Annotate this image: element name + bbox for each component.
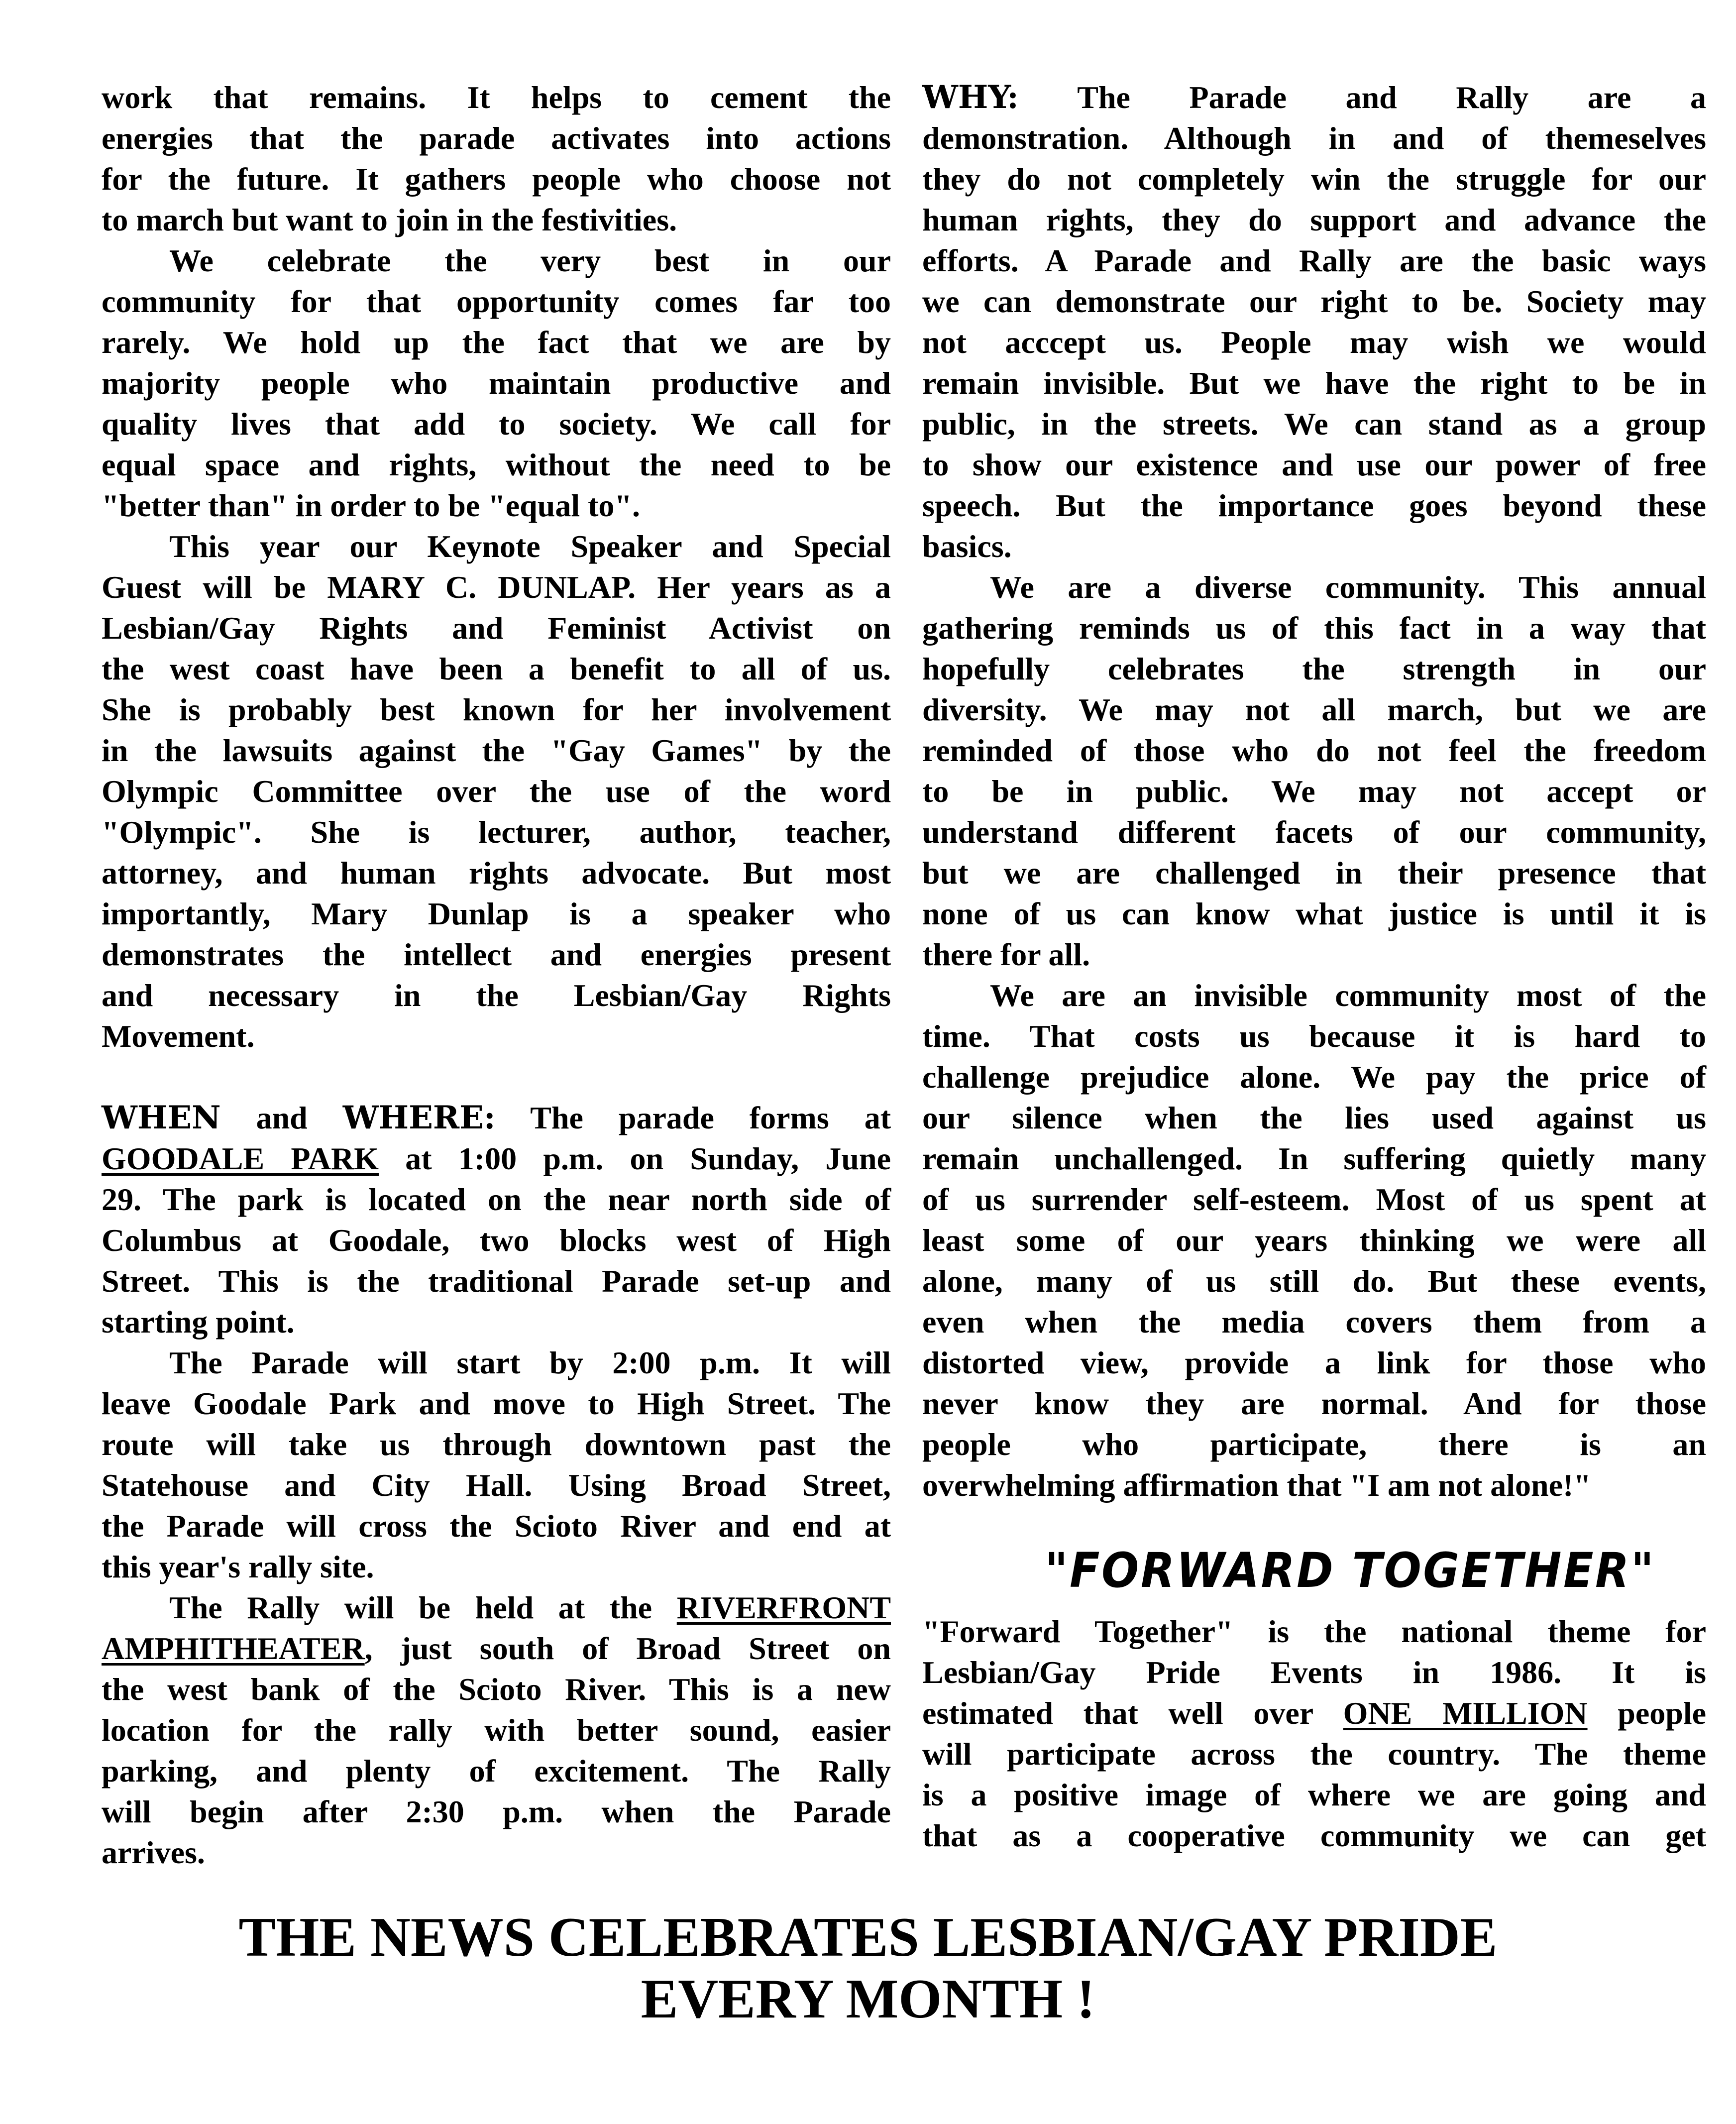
line-text: none of us can know what justice is until it is — [922, 896, 1706, 931]
line-text: overwhelming affirmation that "I am not alone!" — [922, 1467, 1591, 1503]
subheading-text: WHEN — [102, 1099, 221, 1136]
line-text: public, in the streets. We can stand as a group — [922, 406, 1706, 442]
text-line — [102, 649, 891, 689]
line-text: that as a cooperative community we can get — [922, 1818, 1706, 1853]
text-line — [922, 649, 1706, 689]
line-text: parking, and plenty of excitement. The Rally — [102, 1753, 891, 1789]
text-line — [102, 1342, 891, 1383]
text-line — [922, 159, 1706, 200]
text-line — [922, 363, 1706, 404]
line-text: is a positive image of where we are going and — [922, 1777, 1706, 1812]
text-line — [102, 771, 891, 812]
underlined-text: AMPHITHEATER — [102, 1631, 365, 1666]
line-text: of us surrender self-esteem. Most of us spent at — [922, 1182, 1706, 1217]
text-line — [102, 526, 891, 567]
line-text: in the lawsuits against the "Gay Games" by the — [102, 733, 891, 768]
text-line — [922, 853, 1706, 894]
text-line — [922, 1138, 1706, 1179]
line-text: location for the rally with better sound, easier — [102, 1712, 891, 1748]
text-line — [102, 159, 891, 200]
text-line — [922, 975, 1706, 1016]
line-text: time. That costs us because it is hard to — [922, 1018, 1706, 1054]
text-line — [922, 1179, 1706, 1220]
text-line — [102, 1791, 891, 1832]
line-text: Columbus at Goodale, two blocks west of High — [102, 1223, 891, 1258]
text-line — [922, 567, 1706, 608]
text-line — [922, 1465, 1706, 1506]
text-line — [922, 404, 1706, 445]
line-text: work that remains. It helps to cement the — [102, 80, 891, 115]
line-text: route will take us through downtown past the — [102, 1427, 891, 1462]
text-line — [102, 1669, 891, 1710]
text-line — [102, 812, 891, 853]
text-line — [922, 1220, 1706, 1261]
text-line — [102, 200, 891, 240]
line-text: leave Goodale Park and move to High Street. The — [102, 1386, 891, 1421]
line-text: Guest will be MARY C. DUNLAP. Her years as a — [102, 569, 891, 605]
text-line — [922, 608, 1706, 649]
line-text: Olympic Committee over the use of the word — [102, 774, 891, 809]
line-text: there for all. — [922, 937, 1090, 972]
line-text: diversity. We may not all march, but we are — [922, 692, 1706, 727]
line-text: people — [1587, 1695, 1706, 1731]
text-line — [102, 608, 891, 649]
line-text: energies that the parade activates into actions — [102, 120, 891, 156]
text-line — [102, 1016, 891, 1057]
text-line — [922, 1815, 1706, 1856]
text-line — [922, 1383, 1706, 1424]
text-line — [102, 1710, 891, 1751]
text-line — [922, 934, 1706, 975]
text-line — [102, 1628, 891, 1669]
line-text: remain invisible. But we have the right to be in — [922, 365, 1706, 401]
text-line — [102, 730, 891, 771]
line-text: the Parade will cross the Scioto River and end at — [102, 1508, 891, 1544]
text-line — [922, 1693, 1706, 1734]
line-text: arrives. — [102, 1835, 205, 1870]
line-text: The Parade and Rally are a — [1018, 80, 1706, 115]
text-line — [102, 1424, 891, 1465]
line-text: "better than" in order to be "equal to". — [102, 488, 640, 523]
line-text: "Forward Together" is the national theme for — [922, 1614, 1706, 1649]
blank-line — [102, 1057, 891, 1098]
line-text: remain unchallenged. In suffering quietly many — [922, 1141, 1706, 1176]
line-text: human rights, they do support and advance the — [922, 202, 1706, 237]
line-text: reminded of those who do not feel the freedom — [922, 733, 1706, 768]
subheading-text: WHERE: — [342, 1099, 496, 1136]
line-text: and necessary in the Lesbian/Gay Rights — [102, 978, 891, 1013]
line-text: Street. This is the traditional Parade set-up and — [102, 1263, 891, 1299]
line-text: Lesbian/Gay Pride Events in 1986. It is — [922, 1655, 1706, 1690]
text-line — [102, 975, 891, 1016]
text-line — [102, 485, 891, 526]
text-line — [102, 1098, 891, 1138]
banner-line-2: EVERY MONTH ! — [641, 1968, 1095, 2030]
text-line — [102, 1587, 891, 1628]
line-text: hopefully celebrates the strength in our — [922, 651, 1706, 686]
line-text: to march but want to join in the festivities. — [102, 202, 677, 237]
line-text: Movement. — [102, 1018, 255, 1054]
line-text: never know they are normal. And for those — [922, 1386, 1706, 1421]
line-text: demonstration. Although in and of themeselves — [922, 120, 1706, 156]
text-line — [922, 77, 1706, 118]
line-text: basics. — [922, 529, 1012, 564]
line-text: estimated that well over — [922, 1695, 1343, 1731]
underlined-text: GOODALE PARK — [102, 1141, 379, 1176]
text-line — [102, 567, 891, 608]
text-line — [922, 1057, 1706, 1098]
line-text: "Olympic". She is lecturer, author, teacher, — [102, 814, 891, 850]
line-text: Statehouse and City Hall. Using Broad Street, — [102, 1467, 891, 1503]
line-text: efforts. A Parade and Rally are the basic ways — [922, 243, 1706, 278]
line-text: We are an invisible community most of the — [990, 978, 1706, 1013]
line-text: people who participate, there is an — [922, 1427, 1706, 1462]
text-line — [922, 281, 1706, 322]
text-line — [102, 1220, 891, 1261]
text-line — [102, 1302, 891, 1342]
line-text: will participate across the country. The theme — [922, 1736, 1706, 1772]
line-text: Lesbian/Gay Rights and Feminist Activist on — [102, 610, 891, 646]
text-line — [102, 894, 891, 934]
text-line — [922, 485, 1706, 526]
line-text: least some of our years thinking we were all — [922, 1223, 1706, 1258]
text-line — [102, 281, 891, 322]
line-text: to show our existence and use our power of free — [922, 447, 1706, 482]
line-text: but we are challenged in their presence that — [922, 855, 1706, 891]
text-line — [922, 1611, 1706, 1652]
line-text: The Parade will start by 2:00 p.m. It will — [169, 1345, 891, 1380]
line-text: gathering reminds us of this fact in a way that — [922, 610, 1706, 646]
line-text: quality lives that add to society. We call for — [102, 406, 891, 442]
line-text: attorney, and human rights advocate. But most — [102, 855, 891, 891]
text-line — [922, 894, 1706, 934]
line-text: rarely. We hold up the fact that we are by — [102, 325, 891, 360]
text-line — [102, 77, 891, 118]
line-text: even when the media covers them from a — [922, 1304, 1706, 1340]
line-text: alone, many of us still do. But these events, — [922, 1263, 1706, 1299]
line-text: they do not completely win the struggle for our — [922, 161, 1706, 197]
text-line — [102, 1383, 891, 1424]
text-line — [102, 1179, 891, 1220]
text-line — [102, 1547, 891, 1587]
text-line — [102, 689, 891, 730]
right-column — [922, 77, 1706, 1506]
forward-together-body — [922, 1611, 1706, 1856]
text-line — [922, 1734, 1706, 1775]
text-line — [102, 1138, 891, 1179]
text-line — [922, 240, 1706, 281]
text-line — [102, 853, 891, 894]
text-line — [922, 730, 1706, 771]
banner-headline — [0, 1906, 1736, 2030]
line-text: will begin after 2:30 p.m. when the Parade — [102, 1794, 891, 1829]
text-line — [922, 1775, 1706, 1815]
line-text: The Rally will be held at the — [169, 1590, 677, 1625]
line-text: at 1:00 p.m. on Sunday, June — [378, 1141, 891, 1176]
line-text: demonstrates the intellect and energies present — [102, 937, 891, 972]
text-line — [922, 771, 1706, 812]
line-text: community for that opportunity comes far too — [102, 284, 891, 319]
line-text: 29. The park is located on the near north side of — [102, 1182, 891, 1217]
text-line — [102, 1261, 891, 1302]
line-text: starting point. — [102, 1304, 295, 1340]
line-text: challenge prejudice alone. We pay the price of — [922, 1059, 1706, 1095]
text-line — [922, 1424, 1706, 1465]
line-text: , just south of Broad Street on — [364, 1631, 891, 1666]
forward-together-heading: "FORWARD TOGETHER" — [1045, 1543, 1656, 1598]
text-line — [922, 812, 1706, 853]
text-line — [102, 118, 891, 159]
line-text: we can demonstrate our right to be. Society may — [922, 284, 1706, 319]
text-line — [922, 1302, 1706, 1342]
text-line — [922, 118, 1706, 159]
text-line — [102, 445, 891, 485]
text-line — [922, 1261, 1706, 1302]
line-text: majority people who maintain productive and — [102, 365, 891, 401]
banner-line-1: THE NEWS CELEBRATES LESBIAN/GAY PRIDE — [238, 1906, 1498, 1968]
line-text: We celebrate the very best in our — [169, 243, 891, 278]
line-text: to be in public. We may not accept or — [922, 774, 1706, 809]
text-line — [922, 1342, 1706, 1383]
line-text: distorted view, provide a link for those who — [922, 1345, 1706, 1380]
line-text: and — [220, 1100, 343, 1135]
text-line — [922, 1098, 1706, 1138]
text-line — [922, 1652, 1706, 1693]
text-line — [102, 1751, 891, 1791]
line-text: not acccept us. People may wish we would — [922, 325, 1706, 360]
text-line — [922, 689, 1706, 730]
text-line — [102, 1465, 891, 1506]
line-text: the west bank of the Scioto River. This is a new — [102, 1672, 891, 1707]
line-text: understand different facets of our community, — [922, 814, 1706, 850]
text-line — [922, 445, 1706, 485]
line-text: speech. But the importance goes beyond these — [922, 488, 1706, 523]
line-text: importantly, Mary Dunlap is a speaker who — [102, 896, 891, 931]
text-line — [102, 1832, 891, 1873]
line-text: for the future. It gathers people who choose not — [102, 161, 891, 197]
line-text: The parade forms at — [495, 1100, 891, 1135]
text-line — [922, 1016, 1706, 1057]
subheading-text: WHY: — [922, 79, 1019, 116]
text-line — [102, 363, 891, 404]
line-text: This year our Keynote Speaker and Special — [169, 529, 891, 564]
text-line — [102, 404, 891, 445]
underlined-text: ONE MILLION — [1343, 1695, 1588, 1731]
line-text: We are a diverse community. This annual — [990, 569, 1706, 605]
text-line — [922, 526, 1706, 567]
underlined-text: RIVERFRONT — [676, 1590, 891, 1625]
line-text: our silence when the lies used against us — [922, 1100, 1706, 1135]
text-line — [922, 200, 1706, 240]
left-column — [102, 77, 891, 1873]
line-text: this year's rally site. — [102, 1549, 374, 1584]
text-line — [102, 240, 891, 281]
line-text: equal space and rights, without the need to be — [102, 447, 891, 482]
text-line — [102, 322, 891, 363]
line-text: the west coast have been a benefit to all of us. — [102, 651, 891, 686]
text-line — [102, 1506, 891, 1547]
line-text: She is probably best known for her involvement — [102, 692, 891, 727]
text-line — [102, 934, 891, 975]
text-line — [922, 322, 1706, 363]
